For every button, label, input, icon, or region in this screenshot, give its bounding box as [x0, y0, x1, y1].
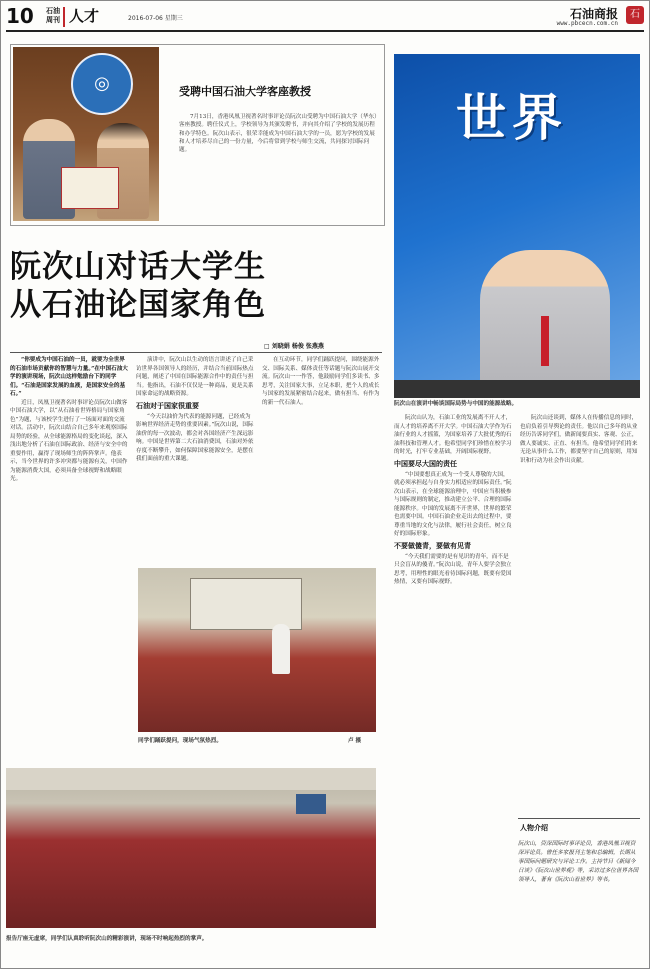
article-paragraph: 阮次山还谈到，媒体人在传播信息的同时，也肩负着引导舆论的责任。他以自己多年的从业经历告诉同学们，做新闻要真实、客观、公正，做人要诚实、正直、有担当。他希望同学们将来无论从事什么工作，都要坚守自己的原则，用知识和行动为社会作出贡献。 — [520, 415, 638, 464]
sidebar-article-box — [10, 44, 385, 226]
masthead — [6, 4, 644, 32]
bio-heading: 人物介绍 — [520, 823, 548, 832]
article-column-4 — [394, 414, 512, 954]
screen-backdrop-text: 世界 — [456, 89, 568, 147]
main-headline-line1: 阮次山对话大学生 — [10, 249, 266, 285]
article-column-1 — [10, 356, 128, 760]
masthead-divider — [63, 7, 65, 27]
section-label: 石油周刊 — [46, 7, 60, 24]
newspaper-logo-icon: 石 — [626, 6, 644, 24]
article-paragraph: 演讲中，阮次山以生动的语言讲述了自己采访世界各国领导人的经历，并结合当前国际热点问题，阐述了中国在国际能源合作中的责任与担当。他指出，石油不仅仅是一种商品，更是关系国家命运的战略资源。 — [136, 357, 254, 397]
audience-question-photo — [138, 568, 376, 732]
photo-screen — [296, 794, 326, 814]
bio-text: 阮次山，资深国际时事评论员，香港凤凰卫视资深评论员。曾任多家报刊主笔和总编辑，长期从事国际问题研究与评论工作。主持节目《新闻今日谈》《阮次山世界观》等，采访过多位世界各国领导人，著有《阮次山看世界》等书。 — [518, 841, 639, 883]
article-subheading: 不要做傻青，要做有见青 — [394, 540, 471, 550]
sidebar-article-body: 7月13日，香港凤凰卫视著名时事评论员阮次山受聘为中国石油大学（华东）客座教授。聘任仪式上，学校领导为其颁发聘书，并向其介绍了学校的发展历程和办学特色。阮次山表示，很荣幸能成为中国石油大学的一员，愿为学校的发展和人才培养尽自己的一份力量，今后将常到学校与师生交流，共同探讨国际问题。 — [179, 114, 377, 154]
newspaper-name: 石油商报 — [569, 7, 618, 21]
certificate-icon — [61, 167, 119, 209]
lecture-hall-photo — [6, 768, 376, 928]
main-headline-line2: 从石油论国家角色 — [10, 287, 266, 323]
sidebar-article-headline: 受聘中国石油大学客座教授 — [179, 85, 311, 98]
article-column-3 — [262, 356, 380, 564]
university-emblem-icon: ◎ — [71, 53, 133, 115]
photo-podium — [394, 380, 640, 398]
article-subheading: 中国要尽大国的责任 — [394, 458, 457, 468]
article-paragraph: “中国要想真正成为一个受人尊敬的大国，就必须承担起与自身实力相适应的国际责任。”阮次山表示，在全球能源治理中，中国应当积极参与国际规则的制定，推动建立公平、合理的国际能源秩序。中国的发展离不开世界，世界的繁荣也需要中国。中国石油企业走出去的过程中，要尊重当地的文化与法律，履行社会责任，树立良好的国际形象。 — [394, 471, 512, 537]
award-ceremony-photo — [13, 47, 159, 221]
photo-figure-student — [272, 624, 290, 674]
speaker-photo-caption: 阮次山在演讲中畅谈国际局势与中国的能源战略。 — [394, 401, 518, 407]
article-paragraph: “今天我们需要的是有见识的青年，而不是只会盲从的傻青。”阮次山说，青年人要学会独立思考，用理性的眼光看待国际问题，既要有爱国热情，又要有国际视野。 — [394, 553, 512, 585]
photo-ceiling — [6, 768, 376, 790]
newspaper-url: www.pbcecn.com.cn — [556, 20, 618, 27]
issue-date: 2016-07-06 星期三 — [128, 15, 183, 22]
main-headline — [10, 248, 266, 324]
audience-photo-credit: 卢 摄 — [348, 738, 362, 744]
bio-rule — [518, 818, 640, 819]
article-column-2 — [136, 356, 254, 564]
photo-projection-screen — [190, 578, 302, 630]
headline-rule — [10, 352, 382, 353]
byline: □ 刘晓娟 杨俊 张燕燕 — [264, 343, 324, 350]
photo-tie — [541, 316, 549, 366]
article-lead-quote: “你要成为中国石油的一员，就要为全世界的石油市场贡献你的智慧与力量。”在中国石油大学的演讲现场，阮次山这样勉励台下的同学们。“石油是国家发展的血液，是国家安全的基石。” — [10, 357, 128, 397]
article-paragraph: 阮次山认为，石油工业的发展离不开人才，而人才的培养离不开大学。中国石油大学作为石油行业的人才摇篮，为国家培养了大批优秀的石油科技和管理人才。他希望同学们珍惜在校学习的时光，打牢专业基础，开阔国际视野。 — [394, 415, 512, 455]
lecture-hall-caption: 报告厅座无虚席，同学们认真聆听阮次山的精彩演讲，现场不时响起热烈的掌声。 — [6, 936, 208, 942]
page-number: 10 — [6, 4, 34, 28]
speaker-photo — [394, 54, 640, 398]
audience-photo-caption: 同学们踊跃提问，现场气氛热烈。 — [138, 738, 222, 744]
article-paragraph: 在互动环节，同学们踊跃提问，围绕能源外交、国际关系、媒体责任等话题与阮次山展开交流。阮次山一一作答，他鼓励同学们多读书、多思考，关注国家大事，立足本职，把个人的成长与国家的发展紧密结合起来，做有担当、有作为的新一代石油人。 — [262, 357, 380, 406]
article-paragraph: “今天以油价为代表的能源问题，已经成为影响世界经济走势的重要因素。”阮次山说，国际油价的每一次波动，都会对各国经济产生深远影响。中国是世界第二大石油消费国，石油对外依存度不断攀升，如何保障国家能源安全，是摆在我们面前的重大课题。 — [136, 413, 254, 462]
article-subheading: 石油对于国家很重要 — [136, 400, 199, 410]
section-title: 人才 — [69, 7, 100, 25]
article-paragraph: 近日，凤凰卫视著名时事评论员阮次山做客中国石油大学，以“从石油看世界格局与国家角色”为题，与该校学生进行了一场面对面的交流对话。活动中，阮次山结合自己多年来观察国际局势的经验，从全球能源格局的变化谈起，深入浅出地分析了石油在国际政治、经济与安全中的重要作用，赢得了现场师生的阵阵掌声。他表示，当今世界的许多冲突都与能源有关，中国作为能源消费大国，必须具备全球视野和战略眼光。 — [10, 399, 128, 482]
article-column-5 — [520, 414, 640, 814]
